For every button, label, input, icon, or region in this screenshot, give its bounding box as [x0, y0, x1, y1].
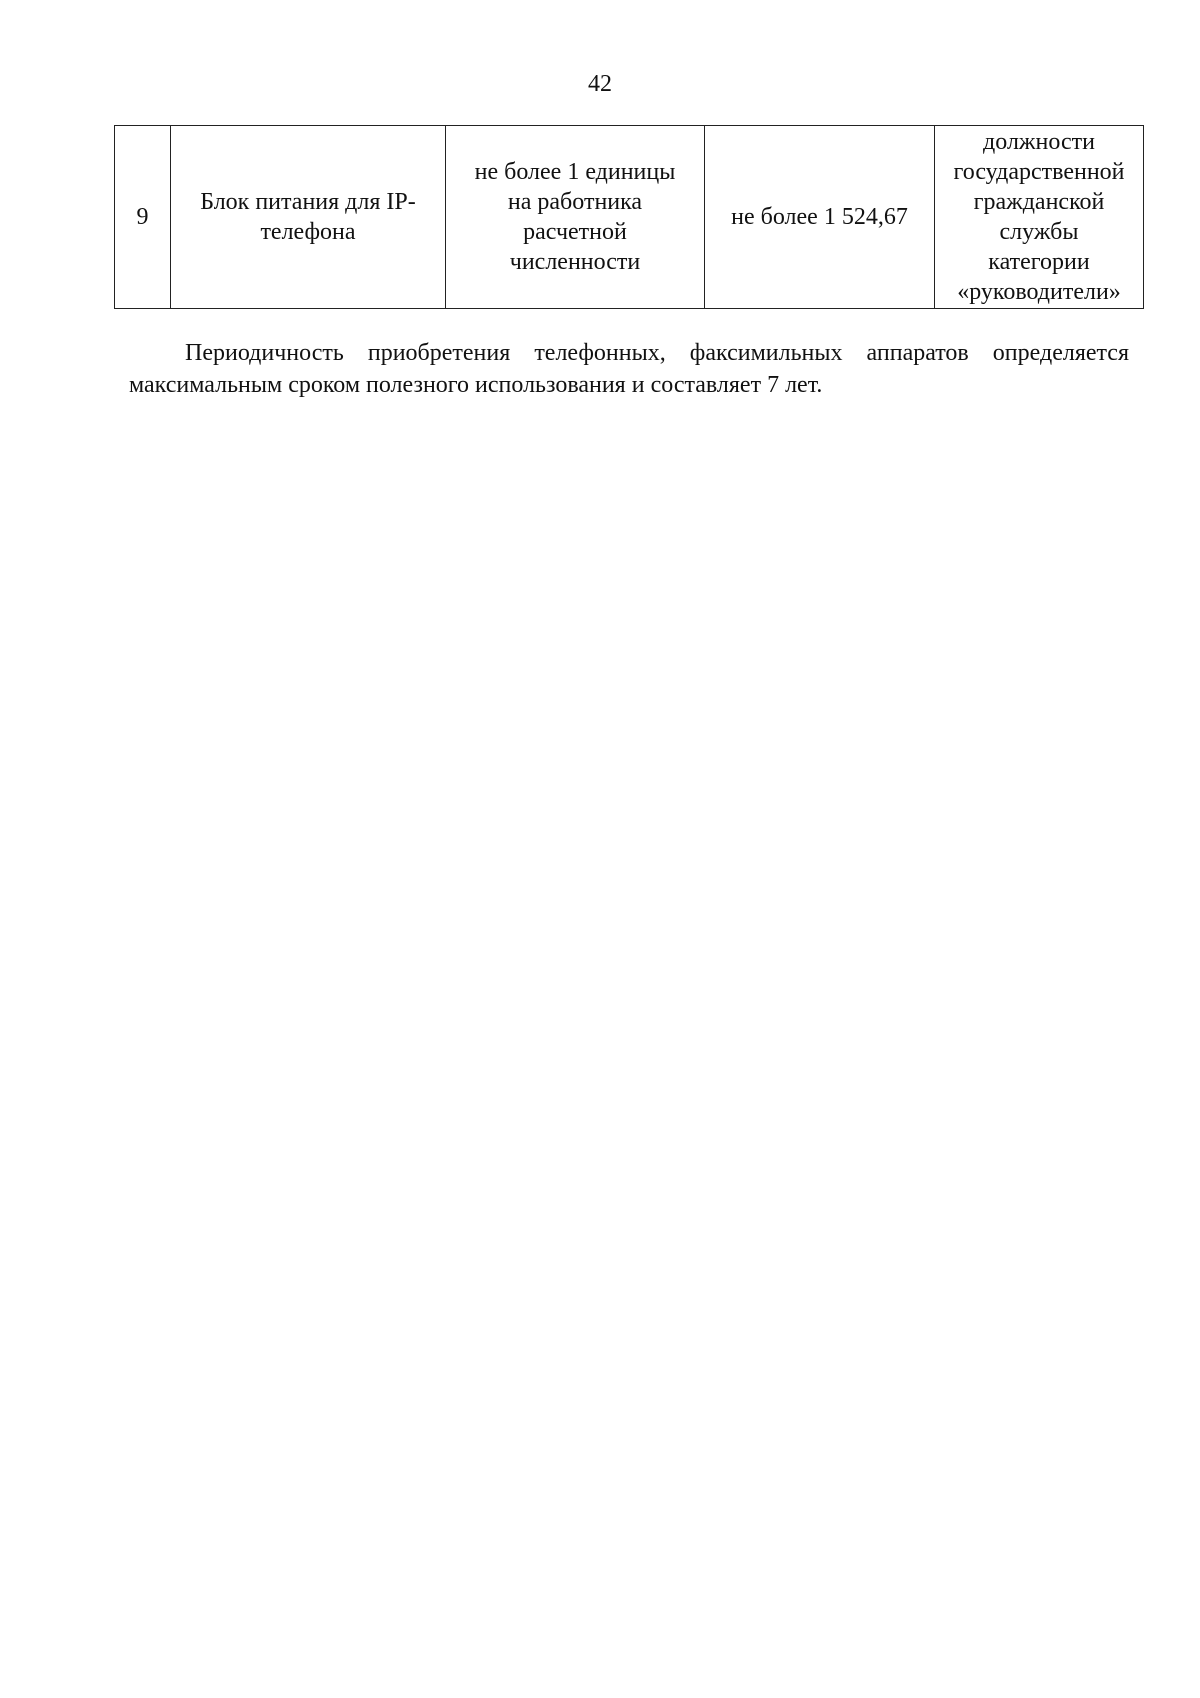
price-cell: [705, 126, 935, 309]
quantity-norm: не более 1 единицы на работника расчетной численности: [474, 159, 676, 275]
item-name-cell: [171, 126, 446, 309]
equipment-norms-table: [114, 125, 1144, 309]
page-number: 42: [588, 71, 612, 97]
paragraph-line-2: максимальным сроком полезного использования и составляет 7 лет.: [129, 372, 823, 398]
quantity-cell: [446, 126, 705, 309]
price-limit: не более 1 524,67: [731, 204, 908, 230]
item-name: Блок питания для IP- телефона: [200, 189, 416, 245]
paragraph-line-1: Периодичность приобретения телефонных, факсимильных аппаратов определяется: [185, 340, 1129, 366]
row-number-cell: [115, 126, 171, 309]
body-paragraph: [129, 337, 1129, 401]
category-cell: [935, 126, 1144, 309]
position-category: должности государственной гражданской службы категории «руководители»: [953, 129, 1125, 305]
row-number: 9: [136, 204, 149, 230]
table-row: [115, 126, 1144, 309]
